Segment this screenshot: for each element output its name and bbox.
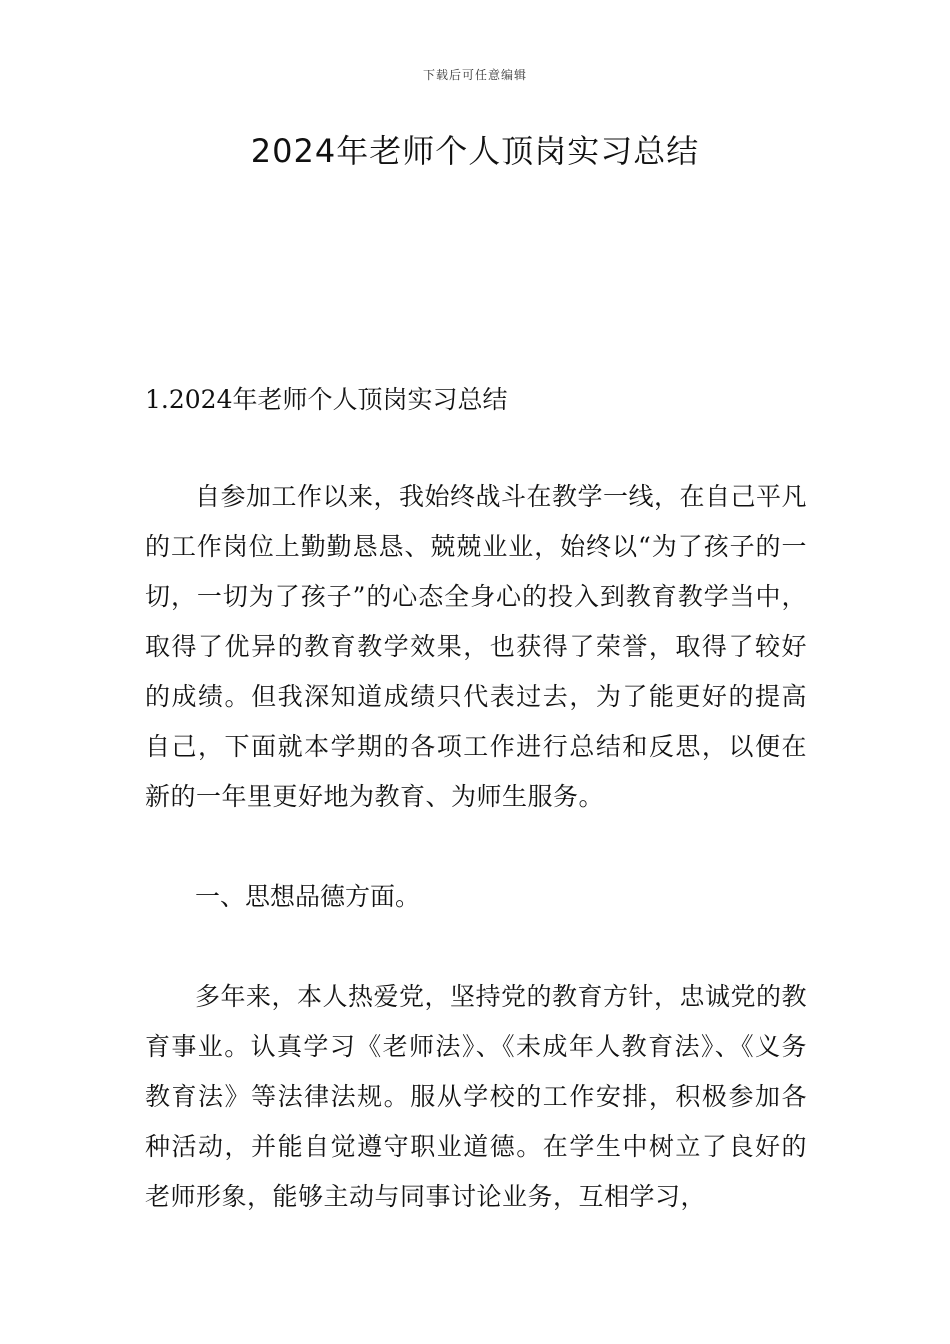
subheading-ideology: 一、思想品德方面。 <box>195 882 421 911</box>
body-paragraph-ideology: 多年来，本人热爱党，坚持党的教育方针，忠诚党的教育事业。认真学习《老师法》、《未成年人教育法》、《义务教育法》等法律法规。服从学校的工作安排，积极参加各种活动，并能自觉遵守职业道德。在学生中树立了良好的老师形象，能够主动与同事讨论业务，互相学习， <box>145 982 808 1211</box>
section-heading: 1.2024年老师个人顶岗实习总结 <box>145 385 508 414</box>
document-title: 2024年老师个人顶岗实习总结 <box>250 132 700 170</box>
intro-paragraph: 自参加工作以来，我始终战斗在教学一线，在自己平凡的工作岗位上勤勤恳恳、兢兢业业，始终以“为了孩子的一切，一切为了孩子”的心态全身心的投入到教育教学当中，取得了优异的教育教学效果，也获得了荣誉，取得了较好的成绩。但我深知道成绩只代表过去，为了能更好的提高自己，下面就本学期的各项工作进行总结和反思，以便在新的一年里更好地为教育、为师生服务。 <box>145 482 808 811</box>
header-note: 下载后可任意编辑 <box>422 68 527 82</box>
